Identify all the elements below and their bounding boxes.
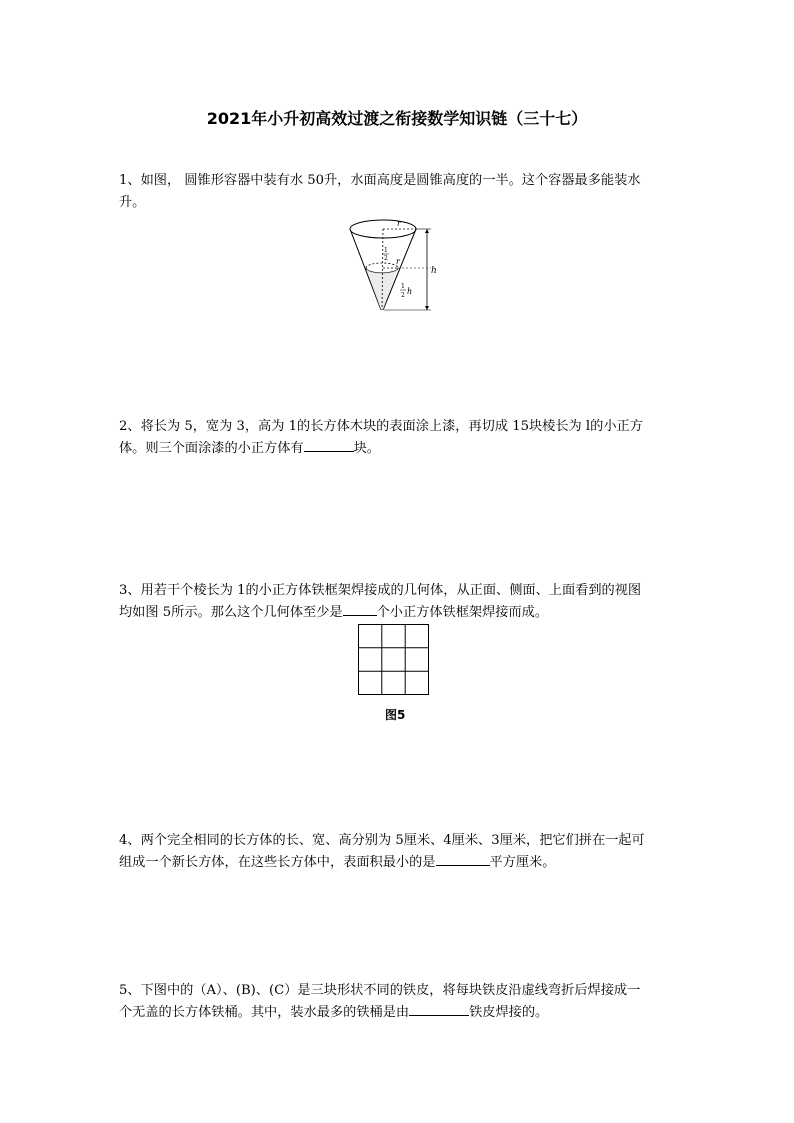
label-r-top: r — [397, 219, 401, 228]
question-5-line1: 5、下图中的（A）、(B)、(C）是三块形状不同的铁皮，将每块铁皮沿虚线弯折后焊接成一 — [119, 983, 641, 998]
cone-figure — [335, 212, 445, 316]
answer-blank-5[interactable] — [409, 1003, 469, 1016]
question-3-line2b: 个小正方体铁框架焊接而成。 — [376, 605, 549, 620]
label-half-h-num: 1 — [401, 283, 405, 290]
page-title: 2021年小升初高效过渡之衔接数学知识链（三十七） — [206, 109, 588, 128]
question-4 — [119, 830, 679, 874]
question-5-line2a: 个无盖的长方体铁桶。其中，装水最多的铁桶是由 — [119, 1005, 410, 1020]
grid-figure-5 — [358, 624, 430, 696]
question-2-line2a: 体。则三个面涂漆的小正方体有 — [119, 441, 304, 456]
answer-blank-2[interactable] — [304, 439, 354, 452]
question-4-line1: 4、两个完全相同的长方体的长、宽、高分别为 5厘米、4厘米、3厘米，把它们拼在一起可 — [119, 833, 645, 848]
figure-5-caption: 图5 — [385, 708, 406, 722]
question-3-line2a: 均如图 5所示。那么这个几何体至少是 — [119, 605, 343, 620]
label-half-h-var: h — [407, 287, 413, 296]
question-1-line1: 1、如图， 圆锥形容器中装有水 50升，水面高度是圆锥高度的一半。这个容器最多能装水 — [119, 173, 641, 188]
question-3 — [119, 580, 679, 624]
question-5-line2b: 铁皮焊接的。 — [469, 1005, 549, 1020]
answer-blank-3[interactable] — [343, 603, 377, 616]
question-2-line1: 2、将长为 5，宽为 3，高为 1的长方体木块的表面涂上漆，再切成 15块棱长为 l的小正方 — [119, 419, 643, 434]
question-2 — [119, 416, 679, 460]
label-half-r-num: 1 — [384, 247, 388, 254]
question-1 — [119, 170, 679, 214]
answer-blank-4[interactable] — [436, 853, 490, 866]
question-4-line2a: 组成一个新长方体，在这些长方体中，表面积最小的是 — [119, 855, 436, 870]
question-2-line2b: 块。 — [353, 441, 380, 456]
label-half-r-den: 2 — [384, 255, 388, 262]
label-h: h — [431, 266, 437, 276]
label-half-h-den: 2 — [401, 292, 405, 299]
question-4-line2b: 平方厘米。 — [489, 855, 556, 870]
question-3-line1: 3、用若干个棱长为 1的小正方体铁框架焊接成的几何体，从正面、侧面、上面看到的视图 — [119, 583, 642, 598]
question-5 — [119, 980, 679, 1024]
question-1-line2: 升。 — [119, 195, 146, 210]
label-r-water: r — [396, 257, 400, 266]
